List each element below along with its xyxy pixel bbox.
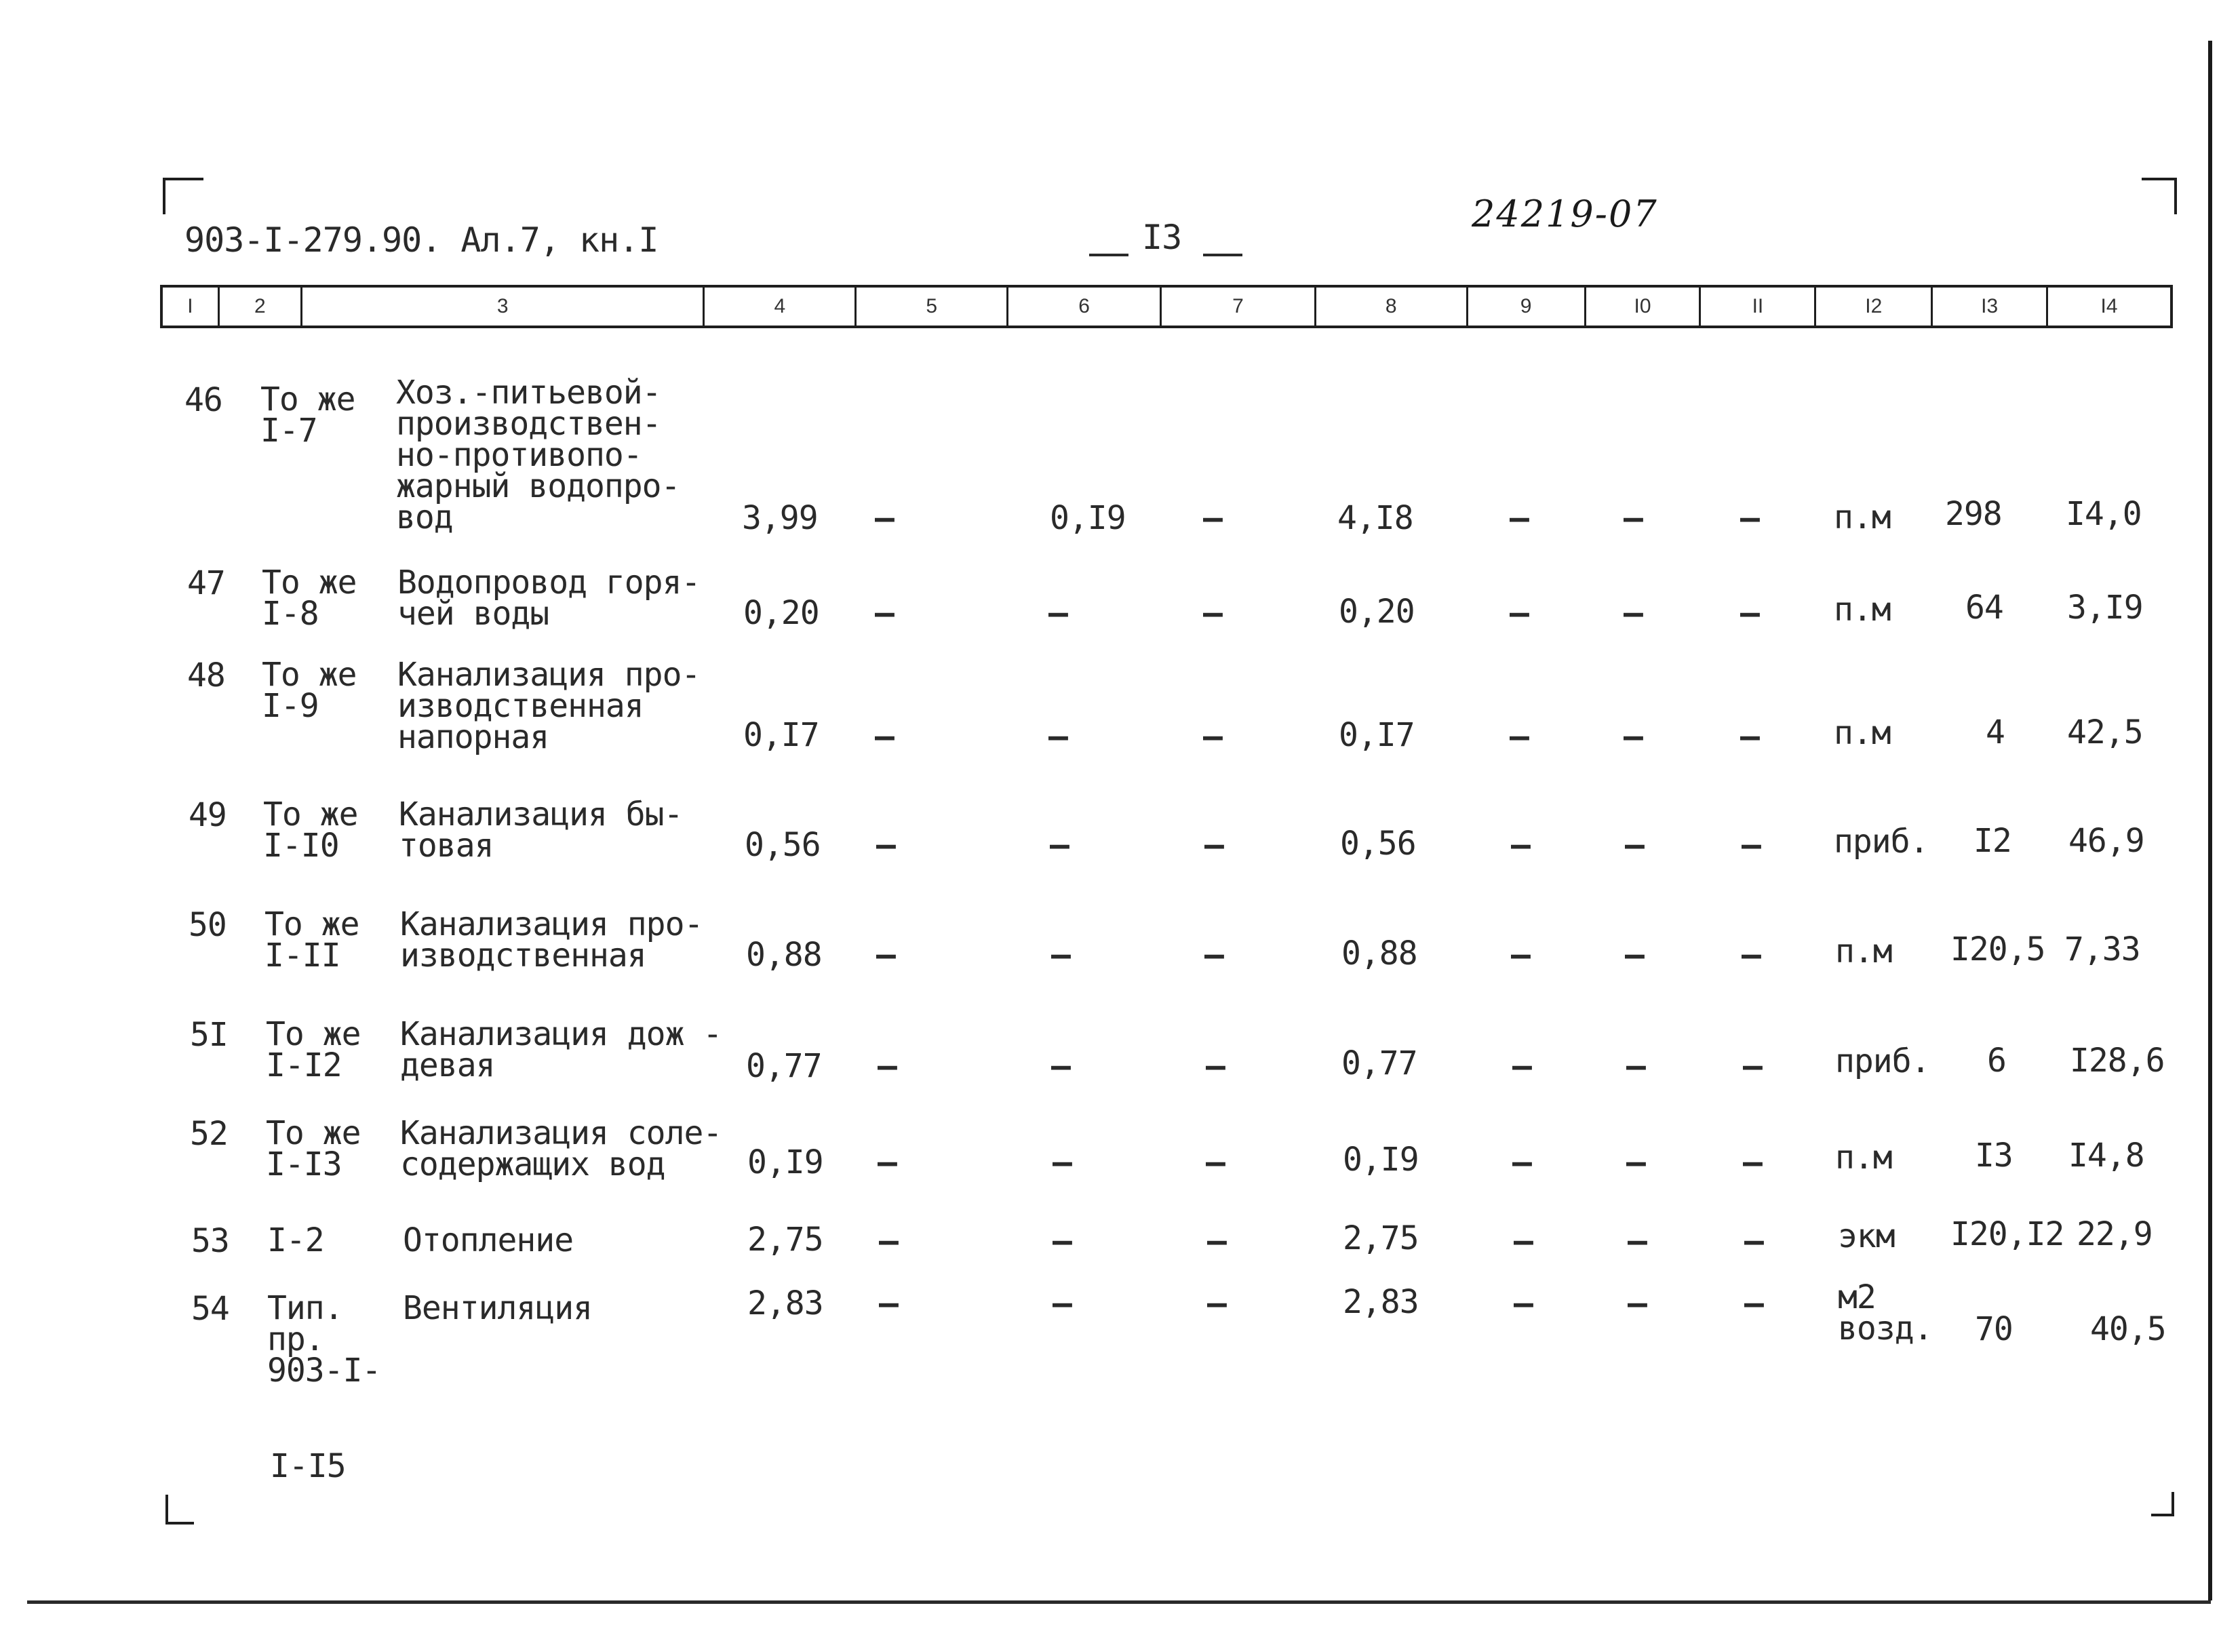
row-reference: То же I-9 (262, 656, 357, 725)
col5-value: – (876, 826, 895, 864)
unit: п.м (1834, 714, 1891, 752)
unit: п.м (1835, 932, 1892, 970)
col6-value: – (1048, 717, 1067, 755)
row-number: 5I (190, 1016, 228, 1054)
col9-value: – (1511, 826, 1530, 864)
col4-value: 2,75 (747, 1221, 823, 1259)
quantity: 6 (1987, 1042, 2006, 1080)
row-reference: То же I-II (264, 905, 359, 975)
row-name: Канализация про- изводственная напорная (397, 656, 701, 756)
row-reference: То же I-7 (260, 380, 355, 450)
col14-value: 42,5 (2067, 713, 2143, 751)
col6-value: – (1053, 1284, 1072, 1322)
corner-top-right (2142, 178, 2177, 214)
col11-value: – (1743, 1143, 1762, 1181)
row-reference: То же I-I3 (266, 1114, 361, 1183)
col10-value: – (1624, 717, 1643, 755)
quantity: 70 (1975, 1310, 2013, 1348)
col9-value: – (1510, 499, 1529, 537)
column-header: 2 (220, 288, 302, 326)
col6-value: – (1048, 594, 1067, 632)
col4-value: 0,I9 (747, 1143, 823, 1181)
unit: приб. (1834, 823, 1929, 861)
col11-value: – (1740, 594, 1759, 632)
col6-value: – (1050, 826, 1069, 864)
col14-value: 40,5 (2090, 1310, 2166, 1348)
col4-value: 0,I7 (743, 716, 819, 754)
row-reference: То же I-I2 (266, 1015, 361, 1084)
row-name: Канализация бы- товая (399, 795, 683, 865)
quantity: I3 (1975, 1137, 2013, 1175)
col9-value: – (1510, 717, 1529, 755)
col10-value: – (1628, 1284, 1647, 1322)
quantity: 298 (1945, 495, 2002, 533)
col8-value: 2,75 (1343, 1219, 1419, 1257)
col7-value: – (1206, 1143, 1225, 1181)
quantity: 4 (1986, 713, 2005, 751)
quantity: I20,I2 (1950, 1215, 2064, 1253)
col8-value: 0,56 (1340, 825, 1416, 863)
col14-value: I4,8 (2068, 1137, 2144, 1175)
col11-value: – (1742, 826, 1761, 864)
col10-value: – (1626, 1143, 1645, 1181)
col10-value: – (1625, 826, 1644, 864)
row-name: Водопровод горя- чей воды (397, 564, 701, 633)
col10-value: – (1624, 499, 1643, 537)
col14-value: I28,6 (2070, 1042, 2165, 1080)
col6-value: 0,I9 (1050, 499, 1126, 537)
col14-value: 22,9 (2077, 1215, 2153, 1253)
row-number: 54 (191, 1290, 229, 1328)
col5-value: – (878, 1047, 897, 1085)
col9-value: – (1514, 1222, 1533, 1260)
col4-value: 3,99 (742, 499, 818, 537)
page-bottom-edge (27, 1600, 2211, 1604)
col11-value: – (1744, 1284, 1763, 1322)
row-name: Канализация соле- содержащих вод (400, 1114, 722, 1183)
col5-value: – (879, 1284, 898, 1322)
row-number: 48 (187, 656, 225, 694)
handwritten-number: 24219-07 (1472, 193, 1658, 235)
col6-value: – (1053, 1143, 1072, 1181)
col6-value: – (1051, 936, 1070, 974)
col4-value: 0,77 (746, 1047, 822, 1085)
col8-value: 0,88 (1341, 935, 1417, 972)
page-number: I3 (1142, 218, 1182, 257)
column-header: 5 (857, 288, 1008, 326)
col7-value: – (1204, 936, 1223, 974)
col11-value: – (1743, 1047, 1762, 1085)
column-header: 4 (705, 288, 857, 326)
unit: п.м (1834, 498, 1891, 536)
unit: м2 возд. (1838, 1278, 1933, 1348)
col5-value: – (875, 499, 894, 537)
column-header-row (160, 285, 2173, 328)
column-header: I4 (2100, 295, 2118, 317)
row-name: Хоз.-питьевой- производствен- но-противопо- жарный водопро- вод (396, 374, 680, 536)
col8-value: 0,77 (1341, 1044, 1417, 1082)
row-number: 47 (187, 564, 225, 602)
column-header: I0 (1586, 288, 1702, 326)
col5-value: – (875, 717, 894, 755)
column-header: I2 (1816, 288, 1933, 326)
col11-value: – (1744, 1222, 1763, 1260)
page-right-edge (2208, 41, 2212, 1600)
quantity: I20,5 (1950, 930, 2045, 968)
col7-value: – (1204, 826, 1223, 864)
col8-value: 0,I7 (1339, 716, 1415, 754)
col4-value: 2,83 (747, 1284, 823, 1322)
col8-value: 0,20 (1339, 593, 1415, 631)
column-header: 8 (1316, 288, 1468, 326)
row-number: 53 (191, 1222, 229, 1260)
quantity: 64 (1965, 589, 2003, 627)
col14-value: 7,33 (2064, 930, 2140, 968)
col11-value: – (1742, 936, 1761, 974)
doc-code: 903-I-279.90. Ал.7, кн.I (184, 220, 659, 260)
unit: экм (1838, 1217, 1895, 1255)
col9-value: – (1512, 1143, 1531, 1181)
col5-value: – (876, 936, 895, 974)
col14-value: I4,0 (2066, 495, 2142, 533)
unit: п.м (1835, 1139, 1892, 1177)
unit: приб. (1835, 1042, 1930, 1080)
column-header: 7 (1162, 288, 1316, 326)
column-header: 3 (302, 288, 705, 326)
col14-value: 46,9 (2068, 822, 2144, 860)
page-number-rule-right (1203, 254, 1242, 256)
row-reference: Тип. пр. 903-I- (267, 1289, 381, 1390)
quantity: I2 (1973, 822, 2011, 860)
col7-value: – (1203, 594, 1222, 632)
row-number: 52 (190, 1115, 228, 1153)
col5-value: – (875, 594, 894, 632)
col11-value: – (1740, 499, 1759, 537)
page-number-rule-left (1089, 254, 1128, 256)
col4-value: 0,20 (743, 594, 819, 632)
row-reference: То же I-8 (262, 564, 357, 633)
row-name: Отопление (403, 1221, 574, 1259)
col10-value: – (1628, 1222, 1647, 1260)
col8-value: 2,83 (1343, 1283, 1419, 1321)
col4-value: 0,56 (745, 826, 821, 864)
row-reference: I-2 (267, 1221, 324, 1259)
col7-value: – (1207, 1222, 1226, 1260)
column-header: II (1701, 288, 1816, 326)
col10-value: – (1625, 936, 1644, 974)
col14-value: 3,I9 (2067, 589, 2143, 627)
col7-value: – (1203, 499, 1222, 537)
row-name: Канализация про- изводственная (400, 905, 703, 975)
col7-value: – (1203, 717, 1222, 755)
col10-value: – (1624, 594, 1643, 632)
col8-value: 4,I8 (1337, 499, 1413, 537)
col7-value: – (1206, 1047, 1225, 1085)
col10-value: – (1626, 1047, 1645, 1085)
column-header: I3 (1933, 288, 2048, 326)
row-number: 49 (189, 796, 227, 834)
corner-bottom-left (165, 1495, 194, 1525)
row-number: 46 (184, 381, 222, 419)
col6-value: – (1051, 1047, 1070, 1085)
col11-value: – (1740, 717, 1759, 755)
col8-value: 0,I9 (1343, 1141, 1419, 1179)
column-header: 6 (1008, 288, 1162, 326)
col9-value: – (1511, 936, 1530, 974)
column-header: 9 (1468, 288, 1586, 326)
col7-value: – (1207, 1284, 1226, 1322)
corner-top-left (163, 178, 203, 214)
col5-value: – (878, 1143, 897, 1181)
trailing-reference: I-I5 (270, 1447, 346, 1485)
row-reference: То же I-I0 (263, 795, 358, 865)
col9-value: – (1512, 1047, 1531, 1085)
column-header: I (163, 288, 220, 326)
col9-value: – (1510, 594, 1529, 632)
row-number: 50 (189, 906, 227, 944)
col9-value: – (1514, 1284, 1533, 1322)
col5-value: – (879, 1222, 898, 1260)
row-name: Вентиляция (403, 1289, 592, 1327)
col4-value: 0,88 (746, 936, 822, 974)
col6-value: – (1053, 1222, 1072, 1260)
corner-bottom-right (2151, 1492, 2174, 1516)
unit: п.м (1834, 591, 1891, 629)
row-name: Канализация дож - девая (400, 1015, 722, 1084)
